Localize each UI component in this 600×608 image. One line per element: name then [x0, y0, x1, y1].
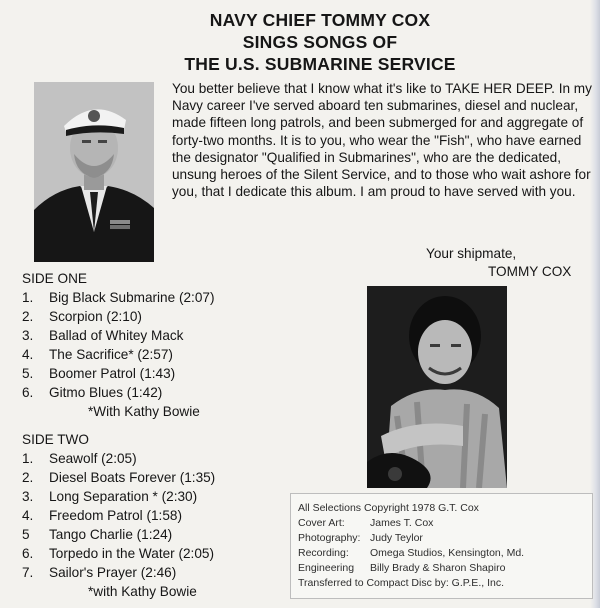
credit-line [298, 561, 584, 576]
side-two-note: *with Kathy Bowie [88, 584, 197, 599]
credit-label: Engineering [298, 562, 355, 574]
track-number: 4. [22, 508, 34, 523]
track-number: 3. [22, 489, 34, 504]
track-item [22, 487, 215, 506]
track-number: 6. [22, 385, 34, 400]
bio-paragraph: You better believe that I know what it's like to TAKE HER DEEP. In my Navy career I've served aboard ten submarines, diesel and nuclear, made fifteen long patrols, and been submerged for and aggregate of forty-two months. It is to you, who wear the "Fish", who have earned the designator "Qualified in Submarines", who are the dedicated, unsung heroes of the Silent Service, and to those who wait ashore for you, that I dedicate this album. I am proud to have served with you. [172, 81, 592, 200]
track-number: 7. [22, 565, 34, 580]
credit-line [298, 531, 584, 546]
track-item [22, 307, 214, 326]
track-item [22, 383, 214, 402]
track-item [22, 506, 215, 525]
track-title: Big Black Submarine (2:07) [49, 290, 215, 305]
track-title: Seawolf (2:05) [49, 451, 137, 466]
album-title [90, 9, 550, 75]
track-item [22, 364, 214, 383]
track-item [22, 449, 215, 468]
side-one-note: *With Kathy Bowie [88, 404, 200, 419]
track-number: 2. [22, 470, 34, 485]
side-one-heading: SIDE ONE [22, 271, 87, 286]
track-title: Boomer Patrol (1:43) [49, 366, 176, 381]
credit-value: Transferred to Compact Disc by: G.P.E., Inc. [298, 577, 504, 589]
title-line: THE U.S. SUBMARINE SERVICE [184, 54, 456, 74]
track-number: 1. [22, 451, 34, 466]
credit-value: Billy Brady & Sharon Shapiro [370, 562, 506, 574]
credit-value: All Selections Copyright 1978 G.T. Cox [298, 502, 479, 514]
track-number: 5. [22, 366, 34, 381]
track-title: Long Separation * (2:30) [49, 489, 198, 504]
track-number: 6. [22, 546, 34, 561]
track-item [22, 525, 215, 544]
signoff-closing: Your shipmate, [426, 246, 517, 261]
track-title: Diesel Boats Forever (1:35) [49, 470, 216, 485]
track-item [22, 326, 214, 345]
track-number: 1. [22, 290, 34, 305]
track-number: 3. [22, 328, 34, 343]
track-item [22, 345, 214, 364]
track-number: 2. [22, 309, 34, 324]
credit-line [298, 576, 584, 591]
tommy-cox-guitar-photo [367, 286, 507, 488]
credit-line [298, 501, 584, 516]
track-number: 4. [22, 347, 34, 362]
credit-value: Judy Teylor [370, 532, 423, 544]
track-title: Scorpion (2:10) [49, 309, 142, 324]
credit-label: Photography: [298, 532, 361, 544]
credit-value: James T. Cox [370, 517, 434, 529]
credits-box [290, 493, 593, 599]
credit-line [298, 546, 584, 561]
track-title: Sailor's Prayer (2:46) [49, 565, 177, 580]
signoff [426, 245, 571, 280]
track-number: 5 [22, 527, 30, 542]
track-item [22, 468, 215, 487]
track-title: Torpedo in the Water (2:05) [49, 546, 214, 561]
credit-value: Omega Studios, Kensington, Md. [370, 547, 525, 559]
credit-label: Recording: [298, 547, 349, 559]
track-item [22, 563, 215, 582]
credit-line [298, 516, 584, 531]
track-title: Gitmo Blues (1:42) [49, 385, 163, 400]
track-title: Tango Charlie (1:24) [49, 527, 173, 542]
title-line: NAVY CHIEF TOMMY COX [209, 10, 431, 30]
track-item [22, 288, 214, 307]
track-title: Freedom Patrol (1:58) [49, 508, 182, 523]
side-one-tracklist [22, 269, 214, 421]
title-line: SINGS SONGS OF [242, 32, 398, 52]
track-title: The Sacrifice* (2:57) [49, 347, 173, 362]
credit-label: Cover Art: [298, 517, 345, 529]
side-two-tracklist [22, 430, 215, 601]
track-item [22, 544, 215, 563]
side-two-heading: SIDE TWO [22, 432, 89, 447]
navy-chief-photo [34, 82, 154, 262]
track-title: Ballad of Whitey Mack [49, 328, 184, 343]
signoff-name: TOMMY COX [488, 263, 572, 279]
